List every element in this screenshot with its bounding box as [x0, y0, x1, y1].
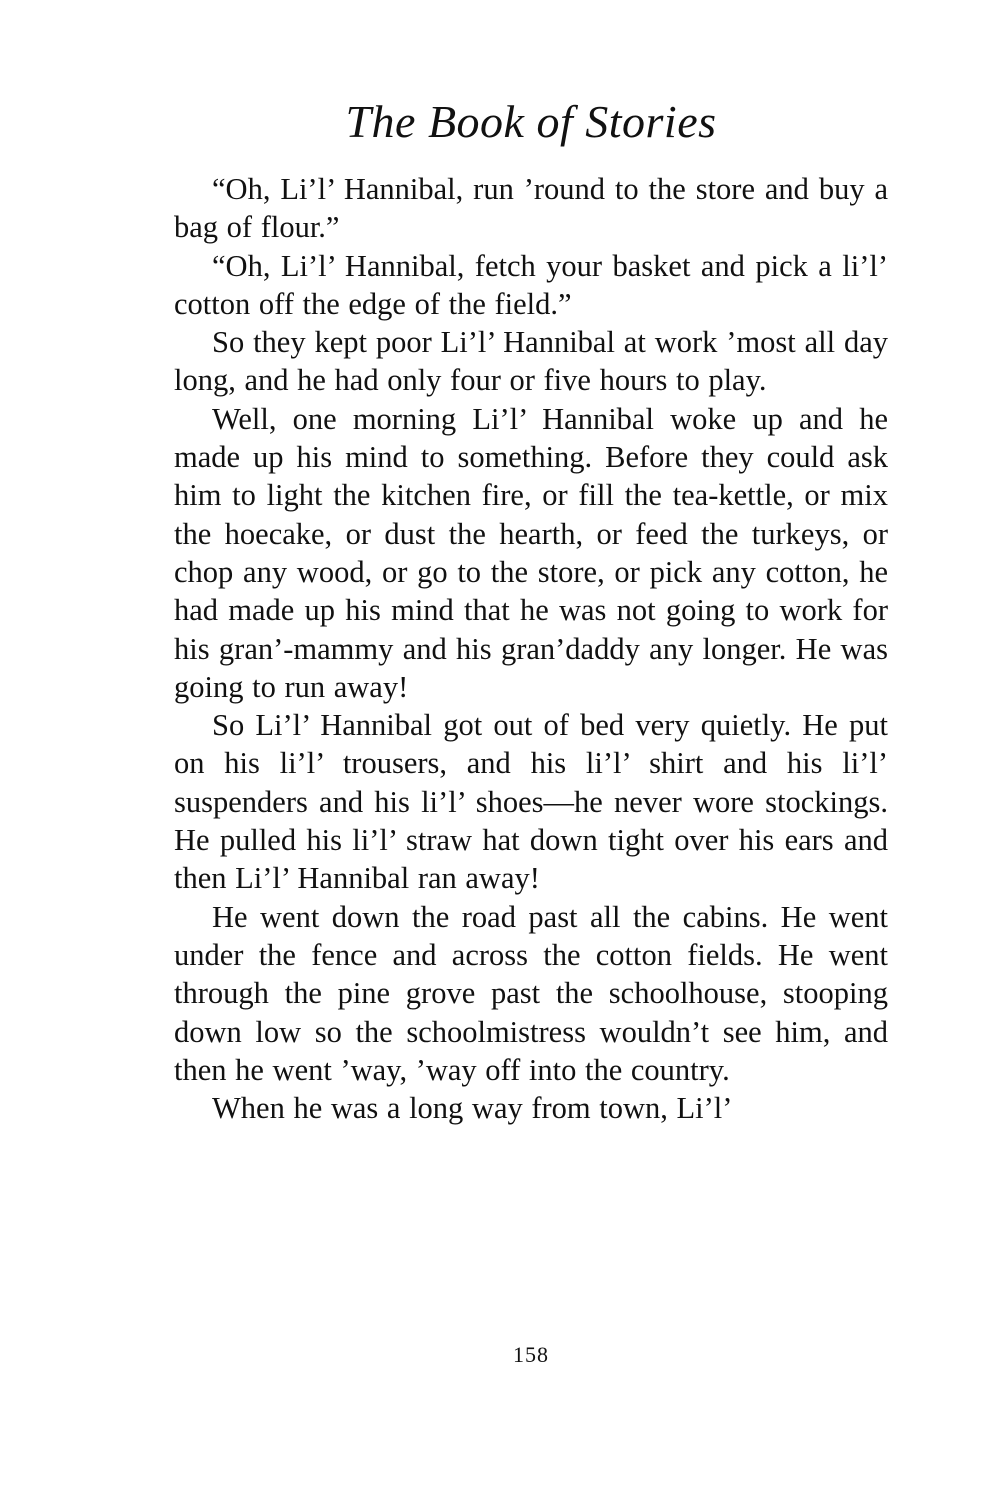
paragraph-1: “Oh, Li’l’ Hannibal, run ’round to the store and buy a bag of flour.”	[174, 172, 888, 245]
paragraph-6: He went down the road past all the cabins. He went under the fence and across the cotton fields. He went through the pine grove past the schoolhouse, stooping down low so the schoolmistress wouldn’t see him, and then he went ’way, ’way off into the country.	[174, 899, 888, 1087]
page-body	[174, 170, 888, 1127]
paragraph-4: Well, one morning Li’l’ Hannibal woke up and he made up his mind to something. Before they could ask him to light the kitchen fire, or fill the tea-kettle, or mix the hoecake, or dust the hearth, or feed the turkeys, or chop any wood, or go to the store, or pick any cotton, he had made up his mind that he was not going to work for his gran’-mammy and his gran’daddy any longer. He was going to run away!	[174, 401, 888, 704]
paragraph-3: So they kept poor Li’l’ Hannibal at work ’most all day long, and he had only four or five hours to play.	[174, 325, 888, 398]
paragraph-5: So Li’l’ Hannibal got out of bed very quietly. He put on his li’l’ trousers, and his li’l’ shirt and his li’l’ suspenders and his li’l’ shoes—he never wore stockings. He pulled his li’l’ straw hat down tight over his ears and then Li’l’ Hannibal ran away!	[174, 708, 888, 896]
paragraph-2: “Oh, Li’l’ Hannibal, fetch your basket and pick a li’l’ cotton off the edge of the field.”	[174, 248, 888, 321]
paragraph-7: When he was a long way from town, Li’l’	[212, 1091, 733, 1126]
running-title: The Book of Stories	[345, 96, 717, 147]
page-number: 158	[513, 1342, 549, 1367]
